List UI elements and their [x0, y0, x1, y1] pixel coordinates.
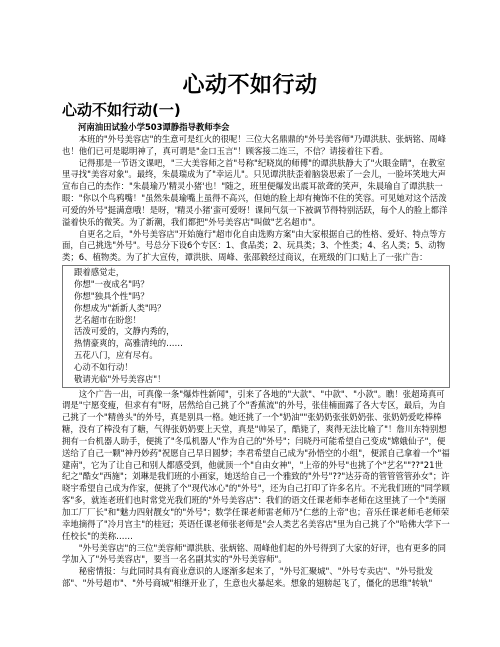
paragraph: 秘密情报：与此同时具有商业意识的人逐渐多起来了，"外号汇聚城"、"外号专卖店"、"外号批发部"、"外号超市"、"外号商城"相继开业了，生意也火暴起来。想象的翅膀起飞了，僵化的思维"转轨" [62, 566, 434, 589]
article-title: 心动不如行动(一) [62, 101, 181, 119]
paragraph: 这个广告一出，可真像一条"爆炸性新闻"，引来了各地的"大款"、"中款"、"小款"。瞧！张超琦真可谓是"宁愿变瘦，但求有有"呀，居然给自己挑了个"香蕉流"的外号，张佳楠面露了各大专区，最后，为自己挑了一个"精兽头"的外号，真是别具一格。她还挑了一个"奶油""张奶奶张张奶奶张、张奶奶爱吃棒棒糖，没有了棒没有了糖，气得张奶奶要上天堂，真是"帅呆了，酷毙了，爽得无法比喻了"！詹川东特别想拥有一台机器人助手，便挑了"冬瓜机器人"作为自己的"外号"；闫晓丹可能希望自己变成"嫦娥仙子"，便送给了自己一颗"神丹妙药"祝愿自己早日圆梦；李君希望自己成为"孙悟空的小组"，便派自己拿着一个"福建南"，它为了让自己和别人都感受到，他就顶一个"自由女神"，"上帝的外号"也挑了个"艺名""??"21世纪之"酷女"西施"；刘琳是我们班的小画家，她送给自己一个雅致的"外号"??"达芬奇的管管管管孙女"；许晓宇希望自己成为作家，便挑了个"现代冰心"的"外号"，还为自己打印了许多名片。不光我们班的"同学顾客"多，就连老班们也时常党光我们班的"外号美容店"：我们的语文任课老师李老师在这里挑了一个"美丽加工厂厂长"和"魅力四射靓女"的"外号"；数学任课老师雷老师乃"仁慈的上帝"也；音乐任课老师毛老师荣幸地摘得了"冷月宫主"的桂冠；英语任课老师张老师是"会人类艺名美容店"里为自己挑了个"哈佛大学下一任校长"的美称…… [62, 388, 450, 541]
ad-line: 你想"独具个性"吗？ [74, 290, 149, 301]
ad-line: 心动不如行动！ [74, 361, 133, 372]
author-line: 河南油田试验小学503谭静指导教师李会 [77, 122, 230, 132]
ad-line: 五花八门，应有尽有。 [74, 350, 158, 361]
ad-line: 活泼可爱的，文静内秀的， [74, 326, 175, 337]
paragraph: 本班的"外号美容店"的生意可是红火的很呢！三位大名鼎鼎的"外号美容师"乃谭洪肤、张炳铭、周峰也！他们已可是聪明神了，真可谓是"金口玉言"！顾客接二连三，不信？请接着往下看。 [62, 133, 446, 156]
advertisement-box [62, 265, 450, 387]
ad-line: 热情豪爽的，高雅清纯的…… [74, 338, 183, 349]
ad-line: 跟着感觉走， [74, 267, 125, 278]
paragraph: "外号美容店"的三位"美容师"谭洪肤、张炳铭、周峰他们起的外号得到了大家的好评，也有更多的同学加入了"外号美容店"，要当一名名副其实的"外号美容师"。 [62, 542, 446, 565]
paragraph: 自更名之后，"外号美容店"开始施行"超市化自由选购方案"由大家根据自己的性格、爱好、特点等方面，自己挑选"外号"。号总分下设6个专区：1、食品类；2、玩具类；3、个性类；4、名人类；5、动物类；6、植物类。为了扩大宣传，谭洪肤、周峰、张邵毅经过商议，在班级的门口贴上了一张广告： [62, 228, 446, 263]
ad-line: 你想成为"新新人类"吗？ [74, 302, 166, 313]
ad-line: 艺名超市在盼您！ [74, 314, 142, 325]
document-title: 心动不如行动 [182, 73, 318, 98]
article-body [62, 122, 450, 590]
paragraph: 记得那是一节语文课吧，"三大美容师之首"号称"纪晓岚的师傅"的谭洪肤静大了"火眼金睛"，在教室里寻找"美容对象"。最终，朱晨瑞成为了"幸运儿"。只见谭洪肤歪着脑袋思索了一会儿，一脸坏笑地大声宣布自己的杰作："朱晨瑜乃'精灵小猪'也！"随之，班里便爆发出震耳欲聋的笑声，朱晨瑜自了谭洪肤一眼："你以个鸟鸦嘴！"虽然朱晨瑜嘴上虽得不高兴，但她的脸上却有掩饰不住的笑容。可见她对这个活泼可爱的外号"挺满意哦！是呀，'精灵小猪'蛮可爱呀！课间气氛一下被调节得特别活跃，每个人的脸上都洋溢着快乐的微笑。为了新潮，我们都把"外号美容店"叫做"艺名超市"。 [62, 157, 448, 227]
ad-line: 你想"一夜成名"吗？ [74, 278, 149, 289]
ad-line: 敬请光临"外号美容店"！ [74, 373, 166, 384]
